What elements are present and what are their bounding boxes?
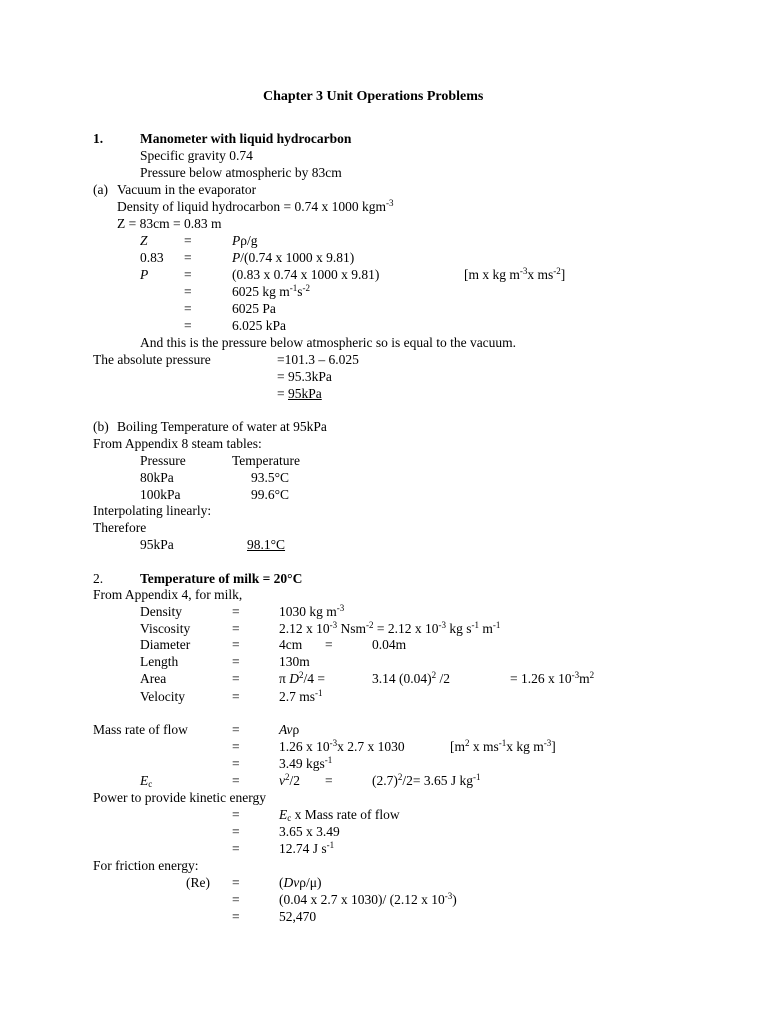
ec-formula: $v^2/2$: [279, 772, 301, 788]
friction-label: For friction energy:: [93, 858, 199, 873]
reynolds-formula: (Dvρ/μ): [279, 875, 322, 890]
part-b-title: Boiling Temperature of water at 95kPa: [117, 419, 327, 434]
equals-sign: =: [232, 671, 240, 686]
mass-rate-result: 3.49 kgs$^{-1}$: [279, 755, 333, 771]
therefore-line: Therefore: [93, 520, 147, 535]
mass-rate-label: Mass rate of flow: [93, 722, 188, 737]
eq-row-4: 6025 kg $m^{-1}s^{-2}$: [232, 283, 311, 299]
absolute-pressure-label: The absolute pressure: [93, 352, 211, 367]
prop-density-label: Density: [140, 604, 182, 619]
eq-row-2-rhs: P/(0.74 x 1000 x 9.81): [232, 250, 355, 265]
absolute-pressure-3: = 95kPa: [277, 386, 322, 401]
equals-sign: =: [184, 318, 192, 333]
equals-sign: =: [232, 604, 240, 619]
problem-2-number: 2.: [93, 571, 104, 586]
equals-sign: =: [325, 773, 333, 788]
table-row-pressure: 80kPa: [140, 470, 174, 485]
equals-sign: =: [232, 875, 240, 890]
mass-rate-units: [$m^2$ x $ms^{-1}x$ kg $m^{-3}$]: [450, 738, 556, 754]
equals-sign: =: [232, 654, 240, 669]
reynolds-label: (Re): [186, 875, 210, 890]
power-formula: $E_c$ x Mass rate of flow: [279, 807, 400, 823]
prop-velocity-label: Velocity: [140, 689, 185, 704]
prop-diameter-value: 4cm: [279, 637, 303, 652]
pressure-below-line: Pressure below atmospheric by 83cm: [140, 165, 342, 180]
z-line: Z = 83cm = 0.83 m: [117, 216, 222, 231]
part-b-label: (b): [93, 419, 109, 434]
prop-diameter-label: Diameter: [140, 637, 191, 652]
equals-sign: =: [232, 807, 240, 822]
equals-sign: =: [232, 909, 240, 924]
absolute-pressure-1: =101.3 – 6.025: [277, 352, 359, 367]
part-a-label: (a): [93, 182, 108, 197]
result-temperature: 98.1°C: [247, 537, 286, 552]
prop-area-label: Area: [140, 671, 167, 686]
power-label: Power to provide kinetic energy: [93, 790, 266, 805]
prop-viscosity-value: 2.12 x $10^{-3}$ Nsm$^{-2}$ = 2.12 x $10^{-3}$ kg $s^{-1}$ $m^{-1}$: [279, 620, 501, 636]
eq-row-5: 6025 Pa: [232, 301, 276, 316]
reynolds-calc: (0.04 x 2.7 x 1030)/ (2.12 x $10^{-3}$): [279, 891, 457, 907]
table-row-temperature: 99.6°C: [251, 487, 290, 502]
equals-sign: =: [232, 689, 240, 704]
page-title: Chapter 3 Unit Operations Problems: [263, 89, 484, 104]
power-result: 12.74 J $s^{-1}$: [279, 840, 335, 856]
ec-result: $(2.7)^2/2= 3.65$ J $kg^{-1}$: [372, 772, 481, 788]
milk-source-line: From Appendix 4, for milk,: [93, 587, 243, 602]
equals-sign: =: [184, 233, 192, 248]
equals-sign: =: [184, 267, 192, 282]
problem-1-number: 1.: [93, 131, 104, 146]
mass-rate-calc: 1.26 x $10^{-3}x$ 2.7 x 1030: [279, 738, 405, 754]
equals-sign: =: [232, 722, 240, 737]
equals-sign: =: [184, 250, 192, 265]
problem-1-heading: Manometer with liquid hydrocarbon: [140, 131, 352, 146]
prop-viscosity-label: Viscosity: [140, 621, 191, 636]
eq-row-3-units: [m x kg $m^{-3}x$ $ms^{-2}$]: [464, 266, 566, 282]
eq-row-3-rhs: (0.83 x 0.74 x 1000 x 9.81): [232, 267, 380, 282]
part-a-title: Vacuum in the evaporator: [117, 182, 257, 197]
problem-2-heading: Temperature of milk = 20°C: [140, 571, 303, 586]
vacuum-note: And this is the pressure below atmospheric so is equal to the vacuum.: [140, 335, 517, 350]
equals-sign: =: [184, 301, 192, 316]
prop-area-result: = 1.26 x $10^{-3}m^2$: [510, 670, 595, 686]
equals-sign: =: [232, 756, 240, 771]
eq-row-6: 6.025 kPa: [232, 318, 286, 333]
prop-length-value: 130m: [279, 654, 310, 669]
power-calc: 3.65 x 3.49: [279, 824, 340, 839]
equals-sign: =: [184, 284, 192, 299]
col-header-pressure: Pressure: [140, 453, 186, 468]
equals-sign: =: [232, 621, 240, 636]
table-row-temperature: 93.5°C: [251, 470, 290, 485]
ec-label: $E_c$: [140, 773, 153, 789]
equals-sign: =: [232, 841, 240, 856]
equals-sign: =: [232, 824, 240, 839]
eq-row-1-rhs: Pρ/g: [232, 233, 258, 248]
eq-row-3-lhs: P: [140, 267, 149, 282]
equals-sign: =: [232, 773, 240, 788]
result-pressure: 95kPa: [140, 537, 174, 552]
density-line: Density of liquid hydrocarbon = 0.74 x 1000 kgm$^{-3}$: [117, 198, 394, 214]
equals-sign: =: [232, 739, 240, 754]
table-row-pressure: 100kPa: [140, 487, 181, 502]
eq-row-2-lhs: 0.83: [140, 250, 164, 265]
specific-gravity-line: Specific gravity 0.74: [140, 148, 253, 163]
prop-area-formula: π $D^2/4$ =: [279, 670, 325, 686]
equals-sign: =: [232, 637, 240, 652]
prop-density-value: 1030 kg $m^{-3}$: [279, 603, 345, 619]
mass-rate-formula: Avρ: [279, 722, 300, 737]
steam-table-source: From Appendix 8 steam tables:: [93, 436, 262, 451]
col-header-temperature: Temperature: [232, 453, 301, 468]
prop-area-calc: 3.14 $(0.04)^2$ /2: [372, 670, 451, 686]
eq-row-1-lhs: Z: [140, 233, 148, 248]
reynolds-result: 52,470: [279, 909, 317, 924]
prop-diameter-value-m: 0.04m: [372, 637, 407, 652]
prop-length-label: Length: [140, 654, 179, 669]
prop-velocity-value: 2.7 $ms^{-1}$: [279, 688, 323, 704]
interpolating-line: Interpolating linearly:: [93, 503, 212, 518]
equals-sign: =: [232, 892, 240, 907]
absolute-pressure-2: = 95.3kPa: [277, 369, 332, 384]
equals-sign: =: [325, 637, 333, 652]
